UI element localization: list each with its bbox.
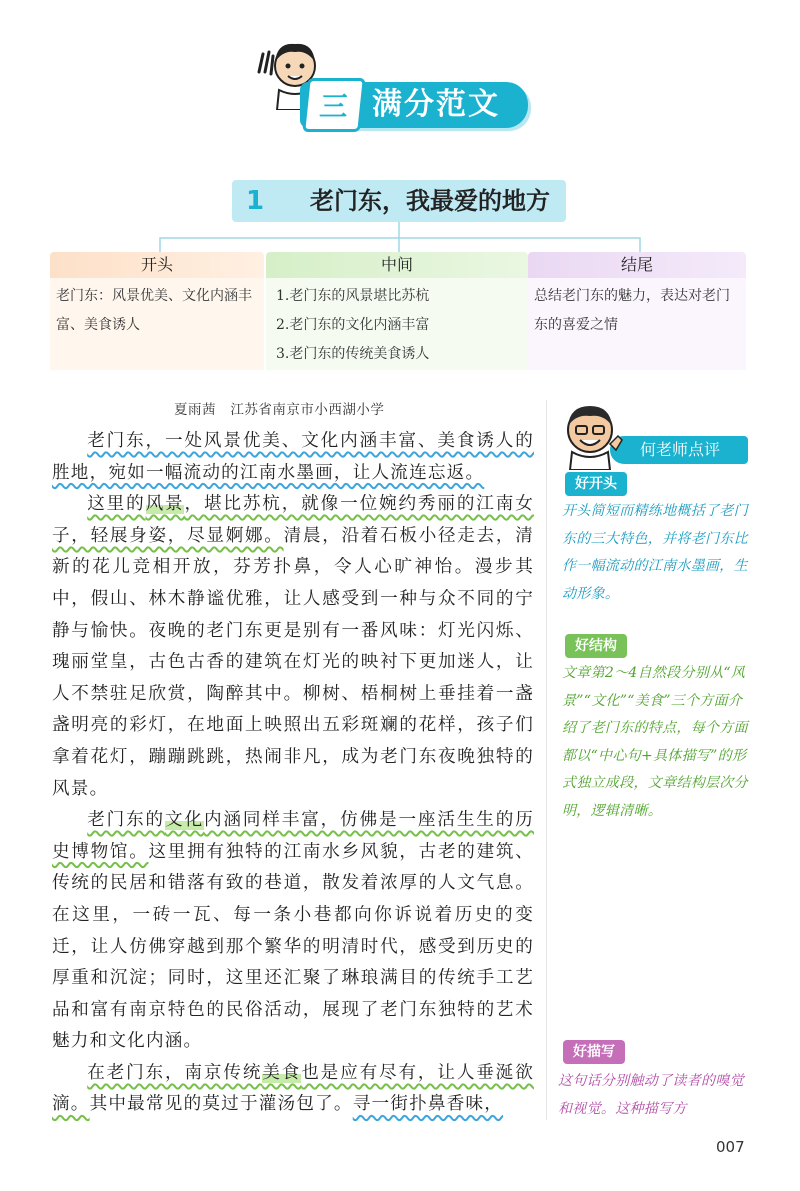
essay-number: 1 [246, 186, 265, 216]
teacher-comment-badge: 何老师点评 [610, 436, 748, 464]
essay-p1: 老门东，一处风景优美、文化内涵丰富、美食诱人的胜地，宛如一幅流动的江南水墨画，让人流连忘返。 [52, 431, 534, 483]
structure-ending-text: 总结老门东的魅力，表达对老门东的喜爱之情 [528, 278, 746, 370]
structure-middle-list [266, 278, 528, 370]
structure-ending-label: 结尾 [528, 252, 746, 278]
structure-middle-item: 1.老门东的风景堪比苏杭 [276, 288, 430, 304]
tag-good-structure: 好结构 [565, 634, 627, 658]
essay-p2-c: ，堪比苏杭，就像一位婉约秀丽的江南女子，轻展身姿，尽显婀娜。 [52, 494, 535, 546]
essay-p4-c: 也是应有尽有，让人垂涎欲滴。 [52, 1062, 534, 1115]
structure-ending [528, 252, 746, 370]
page-number: 007 [716, 1138, 745, 1156]
sidebar-divider [546, 400, 547, 1120]
essay-body [52, 426, 534, 1121]
section-number: 三 [302, 78, 366, 132]
essay-p4-d: 其中最常见的莫过于灌汤包了。 [89, 1094, 353, 1115]
essay-p3-d: 这里拥有独特的江南水乡风貌，古老的建筑、传统的民居和错落有致的巷道，散发着浓厚的人文气息。在这里，一砖一瓦、每一条小巷都向你诉说着历史的变迁，让人仿佛穿越到那个繁华的明清时代，感受到历史的厚重和沉淀；同时，这里还汇聚了琳琅满目的传统手工艺品和富有南京特色的民俗活动，展现了老门东独特的艺术魅力和文化内涵。 [52, 841, 534, 1052]
essay-paragraph [52, 426, 534, 489]
tag-good-description: 好描写 [563, 1040, 625, 1064]
essay-p3-c: 内涵同样丰富，仿佛是一座活生生的历史博物馆。 [52, 810, 535, 862]
section-title: 满分范文 [372, 87, 500, 122]
essay-p4-e: 寻一街扑鼻香味， [352, 1094, 504, 1115]
essay-p2-d: 清晨，沿着石板小径走去，清新的花儿竞相开放，芬芳扑鼻，令人心旷神怡。漫步其中，假山、林木静谧优雅，让人感受到一种与众不同的宁静与愉快。夜晚的老门东更是别有一番风味：灯光闪烁、瑰丽堂皇，古色古香的建筑在灯光的映衬下更加迷人，让人不禁驻足欣赏，陶醉其中。柳树、梧桐树上垂挂着一盏盏明亮的彩灯，在地面上映照出五彩斑斓的花样，孩子们拿着花灯，蹦蹦跳跳，热闹非凡，成为老门东夜晚独特的风景。 [52, 525, 534, 799]
essay-p4-keyword: 美食 [262, 1062, 302, 1083]
essay-paragraph [52, 1058, 534, 1121]
note-good-opening: 开头简短而精练地概括了老门东的三大特色，并将老门东比作一幅流动的江南水墨画，生动形象。 [562, 503, 748, 602]
tag-good-opening: 好开头 [565, 472, 627, 496]
structure-middle [266, 252, 528, 370]
structure-opening-label: 开头 [50, 252, 264, 278]
structure-connector-lines [0, 0, 800, 270]
structure-opening-text: 老门东：风景优美、文化内涵丰富、美食诱人 [50, 278, 264, 370]
author-school: 江苏省南京市小西湖小学 [230, 402, 385, 418]
structure-middle-item: 3.老门东的传统美食诱人 [276, 346, 430, 362]
essay-title: 老门东，我最爱的地方 [310, 187, 550, 215]
essay-p2-keyword: 风景 [145, 494, 185, 515]
author-name: 夏雨茜 [174, 402, 216, 418]
structure-middle-item: 2.老门东的文化内涵丰富 [276, 317, 430, 333]
structure-opening [50, 252, 264, 370]
structure-middle-label: 中间 [266, 252, 528, 278]
essay-paragraph [52, 805, 534, 1058]
note-good-description: 这句话分别触动了读者的嗅觉和视觉。这种描写方 [558, 1073, 744, 1117]
essay-p2-a: 这里的 [87, 494, 146, 515]
essay-p4-a: 在老门东，南京传统 [87, 1062, 263, 1083]
essay-paragraph [52, 489, 534, 805]
essay-p3-a: 老门东的 [87, 810, 166, 831]
essay-p3-keyword: 文化 [165, 810, 204, 831]
note-good-structure: 文章第2～4自然段分别从“风景”“文化”“美食”三个方面介绍了老门东的特点，每个方面都以“中心句+具体描写”的形式独立成段，文章结构层次分明，逻辑清晰。 [562, 665, 748, 819]
author-line [174, 398, 384, 418]
teacher-avatar-icon [560, 400, 626, 470]
